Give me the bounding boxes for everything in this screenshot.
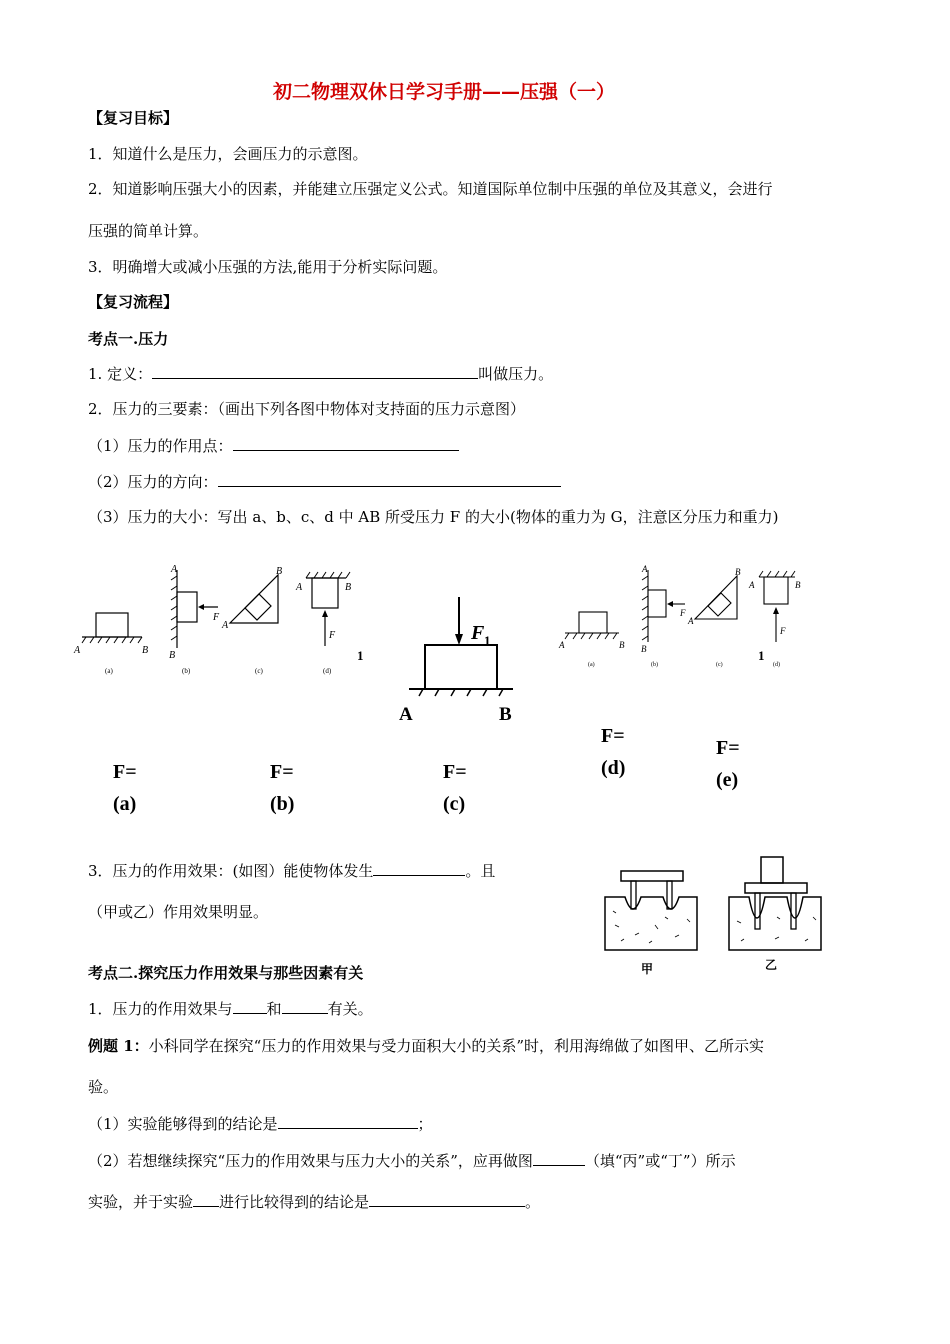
three-elements: 2．压力的三要素：（画出下列各图中物体对支持面的压力示意图） [88, 400, 526, 418]
right-point-b-c: B [735, 567, 741, 577]
kp2-q1-blank-1[interactable] [233, 999, 267, 1014]
point-of-action-label: （1）压力的作用点： [88, 437, 233, 455]
sponge-figures [605, 855, 830, 977]
figure-label-yi: 乙 [765, 958, 778, 972]
definition-suffix: 叫做压力。 [478, 365, 554, 383]
point-of-action-line [88, 436, 459, 456]
definition-line [88, 364, 553, 384]
page-title: 初二物理双休日学习手册——压强（一） [273, 81, 616, 103]
kp2-heading: 考点二.探究压力作用效果与那些因素有关 [88, 964, 364, 982]
process-heading: 【复习流程】 [88, 293, 179, 311]
point-b-label-b: B [169, 650, 176, 661]
sub-question-1 [88, 1114, 433, 1134]
answer-d-label: (d) [601, 757, 626, 779]
sub-question-3 [88, 1192, 540, 1212]
right-point-b-a: B [619, 640, 625, 650]
right-sub-label-a: (a) [588, 662, 595, 668]
right-sub-label-c: (c) [716, 662, 723, 668]
sub-question-2 [88, 1151, 736, 1171]
goal-item-3: 3．明确增大或减小压强的方法,能用于分析实际问题。 [88, 258, 448, 276]
sub-question-1-blank[interactable] [278, 1114, 418, 1129]
effect-line-1 [88, 861, 495, 881]
sub-question-3-prefix: 实验，并于实验 [88, 1193, 194, 1211]
right-point-a-b: A [642, 564, 648, 574]
kp2-q1-suffix: 有关。 [327, 1000, 373, 1018]
figure-label-jia: 甲 [641, 962, 654, 976]
answer-e-label: (e) [716, 769, 739, 791]
answer-b-f[interactable]: F= [270, 761, 294, 783]
center-force-label: F [471, 622, 485, 644]
example-line-1 [88, 1036, 764, 1056]
goals-heading: 【复习目标】 [88, 109, 179, 127]
sub-question-2-prefix: （2）若想继续探究“压力的作用效果与压力大小的关系”，应再做图 [88, 1152, 533, 1170]
center-point-a: A [399, 704, 413, 725]
force-diagram-center [395, 595, 525, 730]
goal-item-1: 1．知道什么是压力，会画压力的示意图。 [88, 145, 368, 163]
force-diagrams-left [70, 560, 370, 685]
right-point-b-b: B [641, 644, 647, 654]
goal-item-2: 2．知道影响压强大小的因素，并能建立压强定义公式。知道国际单位制中压强的单位及其意义，会进行 [88, 180, 773, 198]
effect-line-2: （甲或乙）作用效果明显。 [88, 903, 269, 921]
kp2-q1-blank-2[interactable] [282, 999, 328, 1014]
right-point-a-c: A [688, 616, 694, 626]
effect-prefix: 3．压力的作用效果：(如图）能使物体发生 [88, 862, 374, 880]
point-b-label-c: B [276, 566, 283, 577]
effect-suffix: 。且 [465, 862, 496, 880]
sub-question-3-mid: 进行比较得到的结论是 [219, 1193, 370, 1211]
sub-question-1-suffix: ； [417, 1115, 433, 1133]
example-text: 小科同学在探究“压力的作用效果与受力面积大小的关系”时，利用海绵做了如图甲、乙所示实 [148, 1037, 765, 1055]
kp2-q1 [88, 999, 373, 1019]
force-label-d: F [329, 630, 336, 641]
point-a-label-c: A [222, 620, 229, 631]
answer-d-f[interactable]: F= [601, 725, 625, 747]
kp2-q1-mid: 和 [266, 1000, 282, 1018]
goal-item-2-cont: 压强的简单计算。 [88, 222, 209, 240]
sub-label-c: (c) [255, 667, 263, 675]
point-of-action-blank[interactable] [233, 436, 459, 451]
direction-blank[interactable] [218, 472, 561, 487]
answer-b-label: (b) [270, 793, 295, 815]
definition-blank[interactable] [152, 364, 478, 379]
answer-a-f[interactable]: F= [113, 761, 137, 783]
point-b-label-d: B [345, 582, 352, 593]
force-label-b: F [213, 612, 220, 623]
center-force-subscript: 1 [484, 633, 491, 648]
kp2-q1-prefix: 1．压力的作用效果与 [88, 1000, 233, 1018]
example-label: 例题 1： [88, 1037, 149, 1055]
figure-marker-right: 1 [758, 648, 765, 663]
sub-label-b: (b) [182, 667, 191, 675]
example-line-2: 验。 [88, 1078, 119, 1096]
right-point-a-d: A [749, 580, 755, 590]
right-force-label-b: F [680, 608, 686, 618]
force-diagrams-right [555, 562, 815, 677]
point-a-label-b: A [171, 564, 178, 575]
sub-question-3-blank-2[interactable] [369, 1192, 525, 1207]
magnitude-line: （3）压力的大小：写出 a、b、c、d 中 AB 所受压力 F 的大小(物体的重力为 G，注意区分压力和重力) [88, 508, 779, 526]
answer-e-f[interactable]: F= [716, 737, 740, 759]
figure-marker-left: 1 [357, 648, 364, 663]
right-point-a-a: A [559, 640, 565, 650]
point-a-label-d: A [296, 582, 303, 593]
definition-prefix: 1. 定义： [88, 365, 153, 383]
answer-c-f[interactable]: F= [443, 761, 467, 783]
right-point-b-d: B [795, 580, 801, 590]
right-sub-label-b: (b) [651, 662, 658, 668]
point-b-label: B [142, 645, 149, 656]
direction-label: （2）压力的方向： [88, 473, 218, 491]
answer-c-label: (c) [443, 793, 466, 815]
direction-line [88, 472, 561, 492]
kp1-heading: 考点一.压力 [88, 330, 169, 348]
sub-label-a: (a) [105, 667, 113, 675]
right-force-label-d: F [780, 626, 786, 636]
right-sub-label-d: (d) [773, 662, 780, 668]
answer-a-label: (a) [113, 793, 137, 815]
sub-question-3-blank-1[interactable] [193, 1192, 219, 1207]
effect-blank[interactable] [373, 861, 465, 876]
center-point-b: B [499, 704, 512, 725]
sub-question-2-suffix: （填“丙”或“丁”）所示 [584, 1152, 736, 1170]
sub-label-d: (d) [323, 667, 332, 675]
sub-question-1-prefix: （1）实验能够得到的结论是 [88, 1115, 278, 1133]
point-a-label: A [74, 645, 81, 656]
sub-question-3-suffix: 。 [525, 1193, 541, 1211]
sub-question-2-blank[interactable] [533, 1151, 585, 1166]
